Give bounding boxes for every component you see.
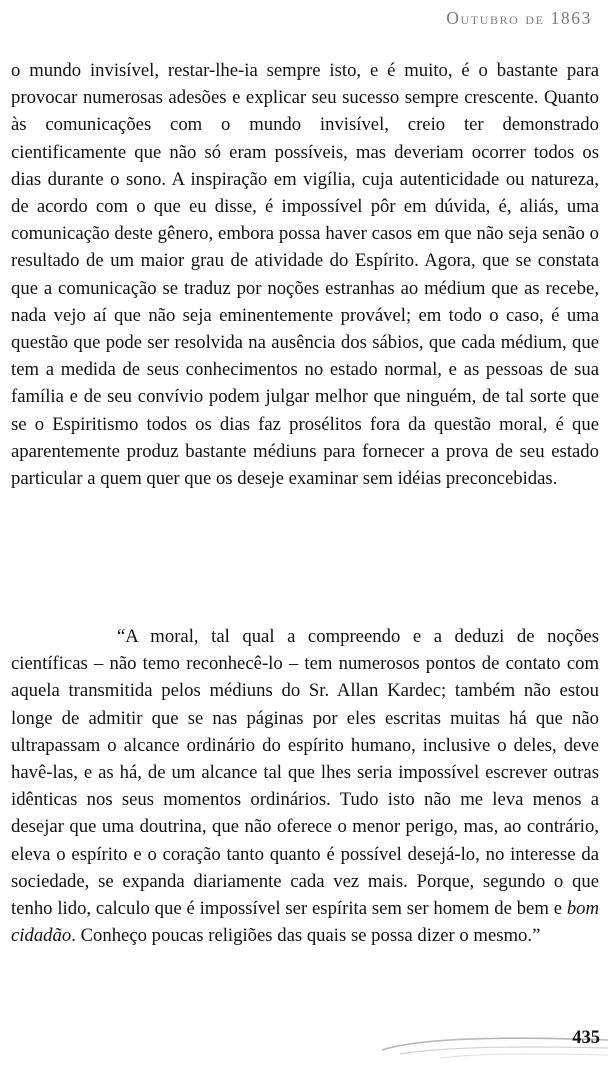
body-paragraph-1: o mundo invisível, restar-lhe-ia sempre isto, e é muito, é o bastante para provocar numerosas adesões e explicar seu sucesso sempre crescente. Quanto às comunicações com o mundo invisível, creio ter demonstrado cientificamente que não só eram possíveis, mas deveriam ocorrer todos os dias durante o sono. A inspiração em vigília, cuja autenticidade ou natureza, de acordo com o que eu disse, é impossível pôr em dúvida, é, aliás, uma comunicação deste gênero, embora possa haver casos em que não seja senão o resultado de um maior grau de atividade do Espírito. Agora, que se constata que a comunicação se traduz por noções estranhas ao médium que as recebe, nada vejo aí que não seja eminentemente provável; em todo o caso, é uma questão que pode ser resolvida na ausência dos sábios, que cada médium, que tem a medida de seus conhecimentos no estado normal, e as pessoas de sua família e de seu convívio podem julgar melhor que ninguém, de tal sorte que se o Espiritismo todos os dias faz prosélitos fora da questão moral, é que aparentemente produz bastante médiuns para fornecer a prova de seu estado particular a quem quer que os deseje examinar sem idéias preconcebidas. — [11, 60, 599, 490]
quote-text-end: . Conheço poucas religiões das quais se possa dizer o mesmo.” — [71, 925, 541, 947]
quote-text: “A moral, tal qual a compreendo e a deduzi de noções científicas – não temo reconhecê-lo – tem numerosos pontos de contato com aquela transmitida pelos médiuns do Sr. Allan Kardec; também não estou longe de admitir que se nas páginas por eles escritas muitas há que não ultrapassam o alcance ordinário do espírito humano, inclusive o deles, deve havê-las, e as há, de um alcance tal que lhes seria impossível escrever outras idênticas nos seus momentos ordinários. Tudo isto não me leva menos a desejar que uma doutrina, que não oferece o menor perigo, mas, ao contrário, eleva o espírito e o coração tanto quanto é possível desejá-lo, no interesse da sociedade, se expanda diariamente cada vez mais. Porque, segundo o que tenho lido, calculo que é impossível ser espírita sem ser homem de bem e — [11, 626, 599, 920]
body-paragraph-2-quote — [11, 623, 599, 949]
quote-italic-text: bom cidadão — [11, 898, 599, 947]
running-header: Outubro de 1863 — [446, 8, 592, 28]
page-footer — [380, 1024, 610, 1064]
page-number: 435 — [572, 1028, 600, 1048]
